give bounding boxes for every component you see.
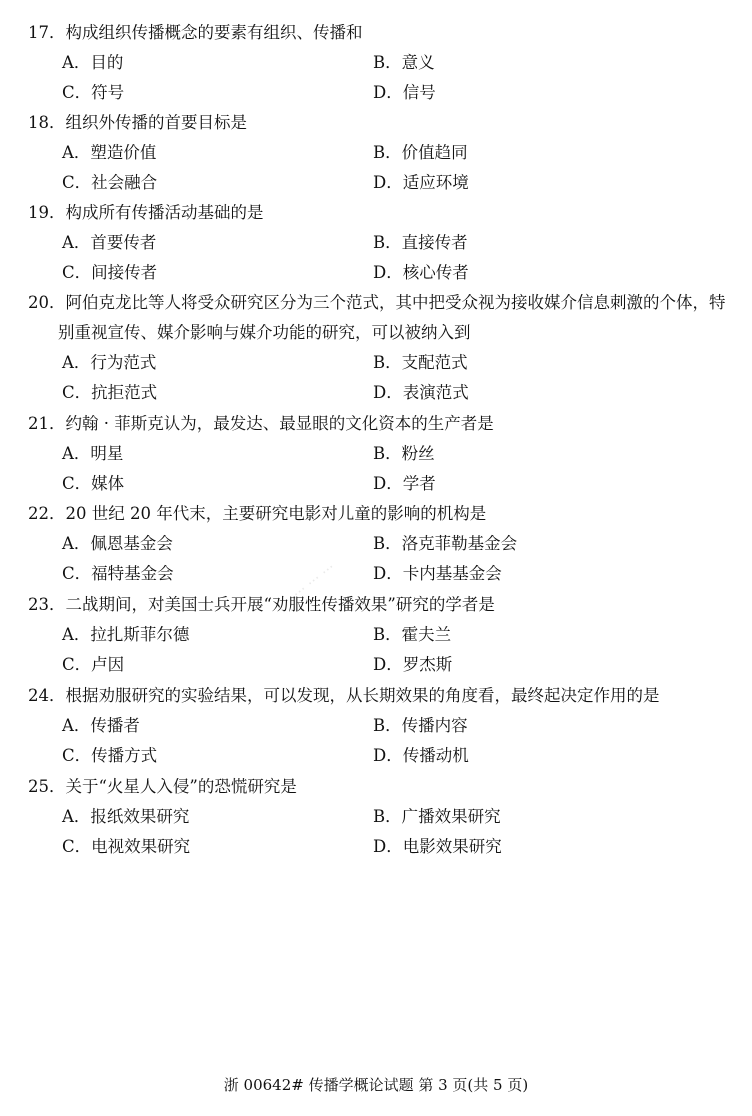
option-group <box>28 620 728 680</box>
option-b: B．传播内容 <box>373 716 468 735</box>
question-25 <box>28 772 728 862</box>
watermark: ··· ··· ··· <box>290 559 339 603</box>
option-d: D．卡内基基金会 <box>373 564 502 583</box>
option-a: A．佩恩基金会 <box>62 534 173 553</box>
option-c: C．抗拒范式 <box>62 383 158 402</box>
question-stem: 22．20 世纪 20 年代末，主要研究电影对儿童的影响的机构是 <box>28 504 487 523</box>
option-a: A．传播者 <box>62 716 140 735</box>
option-b: B．粉丝 <box>373 444 435 463</box>
option-b: B．广播效果研究 <box>373 807 501 826</box>
question-stem: 24．根据劝服研究的实验结果，可以发现，从长期效果的角度看，最终起决定作用的是 <box>28 686 660 705</box>
page-footer: 浙 00642# 传播学概论试题 第 3 页(共 5 页) <box>223 1076 529 1094</box>
question-20 <box>28 288 728 408</box>
option-c: C．福特基金会 <box>62 564 174 583</box>
question-stem: 19．构成所有传播活动基础的是 <box>28 203 264 222</box>
question-21 <box>28 409 728 499</box>
option-d: D．信号 <box>373 83 436 102</box>
option-d: D．传播动机 <box>373 746 469 765</box>
question-23 <box>28 590 728 680</box>
option-d: D．适应环境 <box>373 173 469 192</box>
option-a: A．报纸效果研究 <box>62 807 190 826</box>
question-stem: 25．关于“火星人入侵”的恐慌研究是 <box>28 777 297 796</box>
question-stem: 23．二战期间，对美国士兵开展“劝服性传播效果”研究的学者是 <box>28 595 495 614</box>
option-d: D．电影效果研究 <box>373 837 502 856</box>
option-c: C．卢因 <box>62 655 125 674</box>
option-group <box>28 711 728 771</box>
option-a: A．明星 <box>62 444 124 463</box>
option-group <box>28 439 728 499</box>
question-stem: 20．阿伯克龙比等人将受众研究区分为三个范式，其中把受众视为接收媒介信息刺激的个体，特别重视宣传、媒介影响与媒介功能的研究，可以被纳入到 <box>28 293 726 342</box>
question-stem: 18．组织外传播的首要目标是 <box>28 113 247 132</box>
option-c: C．媒体 <box>62 474 125 493</box>
question-17 <box>28 18 728 108</box>
option-b: B．霍夫兰 <box>373 625 452 644</box>
option-b: B．洛克菲勒基金会 <box>373 534 518 553</box>
option-c: C．间接传者 <box>62 263 158 282</box>
question-22 <box>28 499 728 589</box>
question-19 <box>28 198 728 288</box>
option-group <box>28 529 728 589</box>
option-a: A．首要传者 <box>62 233 157 252</box>
option-c: C．电视效果研究 <box>62 837 191 856</box>
option-c: C．传播方式 <box>62 746 158 765</box>
option-group <box>28 802 728 862</box>
question-18 <box>28 108 728 198</box>
option-a: A．目的 <box>62 53 124 72</box>
option-d: D．核心传者 <box>373 263 469 282</box>
option-d: D．罗杰斯 <box>373 655 453 674</box>
option-c: C．社会融合 <box>62 173 158 192</box>
option-b: B．直接传者 <box>373 233 468 252</box>
option-d: D．学者 <box>373 474 436 493</box>
question-stem: 17．构成组织传播概念的要素有组织、传播和 <box>28 23 363 42</box>
option-b: B．支配范式 <box>373 353 468 372</box>
option-b: B．价值趋同 <box>373 143 468 162</box>
option-group <box>28 348 728 408</box>
question-24 <box>28 681 728 771</box>
option-a: A．行为范式 <box>62 353 157 372</box>
option-c: C．符号 <box>62 83 125 102</box>
option-a: A．拉扎斯菲尔德 <box>62 625 190 644</box>
option-a: A．塑造价值 <box>62 143 157 162</box>
option-group <box>28 48 728 108</box>
option-b: B．意义 <box>373 53 435 72</box>
option-d: D．表演范式 <box>373 383 469 402</box>
option-group <box>28 228 728 288</box>
question-stem: 21．约翰 · 菲斯克认为，最发达、最显眼的文化资本的生产者是 <box>28 414 494 433</box>
option-group <box>28 138 728 198</box>
